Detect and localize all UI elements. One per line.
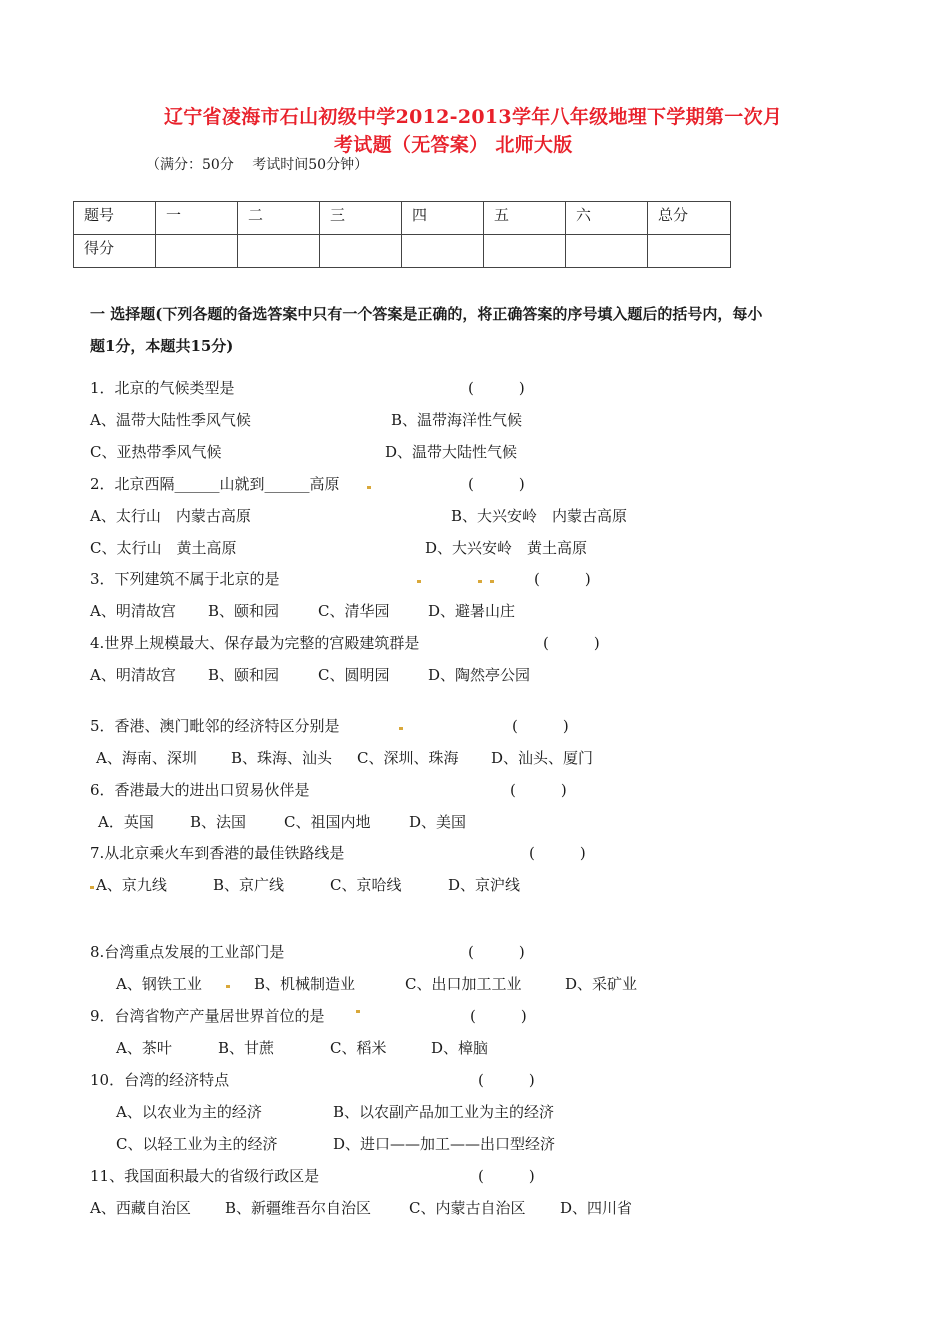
option: C、亚热带季风气候 xyxy=(90,443,222,461)
option: B、温带海洋性气候 xyxy=(391,411,523,429)
document-title-line2: 考试题（无答案） 北师大版 xyxy=(334,134,573,156)
option: A．英国 xyxy=(98,813,154,831)
score-cell[interactable] xyxy=(484,235,566,268)
score-cell[interactable] xyxy=(238,235,320,268)
stray-mark xyxy=(490,580,494,583)
option: A、茶叶 xyxy=(116,1039,172,1057)
answer-blank[interactable]: ( ) xyxy=(529,844,586,862)
stray-mark xyxy=(90,886,94,889)
option: C、内蒙古自治区 xyxy=(409,1199,526,1217)
score-cell[interactable] xyxy=(320,235,402,268)
stray-mark xyxy=(367,486,371,489)
option: A、明清故宫 xyxy=(90,666,176,684)
score-table-score-row xyxy=(74,235,731,268)
header-cell: 一 xyxy=(156,202,238,235)
question-stem: 6．香港最大的进出口贸易伙伴是 xyxy=(90,781,310,799)
option: A、海南、深圳 xyxy=(96,749,197,767)
option: A、太行山 内蒙古高原 xyxy=(90,507,251,525)
option: C、以轻工业为主的经济 xyxy=(116,1135,278,1153)
option: D、美国 xyxy=(409,813,467,831)
option: D、四川省 xyxy=(560,1199,633,1217)
option: D、樟脑 xyxy=(431,1039,489,1057)
question-stem: 4.世界上规模最大、保存最为完整的宫殿建筑群是 xyxy=(90,634,420,652)
score-cell[interactable] xyxy=(566,235,648,268)
header-cell: 五 xyxy=(484,202,566,235)
option: A、西藏自治区 xyxy=(90,1199,191,1217)
stray-mark xyxy=(226,985,230,988)
exam-info: （满分：50分 考试时间50分钟） xyxy=(146,157,369,173)
option: C、京哈线 xyxy=(330,876,402,894)
section-heading-line2: 题1分，本题共15分) xyxy=(90,337,234,355)
header-cell: 三 xyxy=(320,202,402,235)
question-stem: 7.从北京乘火车到香港的最佳铁路线是 xyxy=(90,844,345,862)
score-table-header-row xyxy=(74,202,731,235)
stray-mark xyxy=(399,727,403,730)
stray-mark xyxy=(417,580,421,583)
question-stem: 5．香港、澳门毗邻的经济特区分别是 xyxy=(90,717,340,735)
score-cell[interactable] xyxy=(648,235,731,268)
stray-mark xyxy=(478,580,482,583)
option: A、以农业为主的经济 xyxy=(116,1103,262,1121)
score-row-label: 得分 xyxy=(74,235,156,268)
option: C、祖国内地 xyxy=(284,813,371,831)
answer-blank[interactable]: ( ) xyxy=(478,1167,535,1185)
option: A、温带大陆性季风气候 xyxy=(90,411,251,429)
header-cell: 总分 xyxy=(648,202,731,235)
option: B、新疆维吾尔自治区 xyxy=(225,1199,372,1217)
option: D、进口——加工——出口型经济 xyxy=(333,1135,556,1153)
option: A、钢铁工业 xyxy=(116,975,202,993)
score-cell[interactable] xyxy=(402,235,484,268)
stray-mark xyxy=(356,1010,360,1013)
option: B、颐和园 xyxy=(208,602,280,620)
option: A、明清故宫 xyxy=(90,602,176,620)
option: C、出口加工工业 xyxy=(405,975,522,993)
header-cell: 六 xyxy=(566,202,648,235)
option: C、深圳、珠海 xyxy=(357,749,459,767)
question-stem: 8.台湾重点发展的工业部门是 xyxy=(90,943,285,961)
section-heading-line1: 一 选择题(下列各题的备选答案中只有一个答案是正确的，将正确答案的序号填入题后的括号内，每小 xyxy=(90,305,763,323)
option: B、法国 xyxy=(190,813,247,831)
option: A、京九线 xyxy=(96,876,167,894)
answer-blank[interactable]: ( ) xyxy=(470,1007,527,1025)
answer-blank[interactable]: ( ) xyxy=(468,475,525,493)
question-stem: 3．下列建筑不属于北京的是 xyxy=(90,570,280,588)
option: C、清华园 xyxy=(318,602,390,620)
option: D、避暑山庄 xyxy=(428,602,516,620)
question-stem: 11、我国面积最大的省级行政区是 xyxy=(90,1167,320,1185)
header-cell: 四 xyxy=(402,202,484,235)
answer-blank[interactable]: ( ) xyxy=(510,781,567,799)
option: D、大兴安岭 黄土高原 xyxy=(425,539,588,557)
answer-blank[interactable]: ( ) xyxy=(468,943,525,961)
header-cell: 题号 xyxy=(74,202,156,235)
option: C、稻米 xyxy=(330,1039,387,1057)
score-table xyxy=(73,201,731,268)
answer-blank[interactable]: ( ) xyxy=(468,379,525,397)
option: B、甘蔗 xyxy=(218,1039,275,1057)
question-stem: 10．台湾的经济特点 xyxy=(90,1071,230,1089)
score-cell[interactable] xyxy=(156,235,238,268)
option: B、以农副产品加工业为主的经济 xyxy=(333,1103,555,1121)
option: B、机械制造业 xyxy=(254,975,356,993)
option: D、采矿业 xyxy=(565,975,638,993)
document-title-line1: 辽宁省凌海市石山初级中学2012-2013学年八年级地理下学期第一次月 xyxy=(164,106,783,128)
option: C、太行山 黄土高原 xyxy=(90,539,237,557)
option: B、京广线 xyxy=(213,876,285,894)
answer-blank[interactable]: ( ) xyxy=(534,570,591,588)
option: B、颐和园 xyxy=(208,666,280,684)
answer-blank[interactable]: ( ) xyxy=(543,634,600,652)
question-stem: 2．北京西隔______山就到______高原 xyxy=(90,475,340,493)
option: C、圆明园 xyxy=(318,666,390,684)
option: D、温带大陆性气候 xyxy=(385,443,518,461)
answer-blank[interactable]: ( ) xyxy=(478,1071,535,1089)
answer-blank[interactable]: ( ) xyxy=(512,717,569,735)
option: D、汕头、厦门 xyxy=(491,749,594,767)
question-stem: 9．台湾省物产产量居世界首位的是 xyxy=(90,1007,325,1025)
option: D、京沪线 xyxy=(448,876,521,894)
option: D、陶然亭公园 xyxy=(428,666,531,684)
option: B、大兴安岭 内蒙古高原 xyxy=(451,507,628,525)
header-cell: 二 xyxy=(238,202,320,235)
question-stem: 1．北京的气候类型是 xyxy=(90,379,235,397)
option: B、珠海、汕头 xyxy=(231,749,333,767)
